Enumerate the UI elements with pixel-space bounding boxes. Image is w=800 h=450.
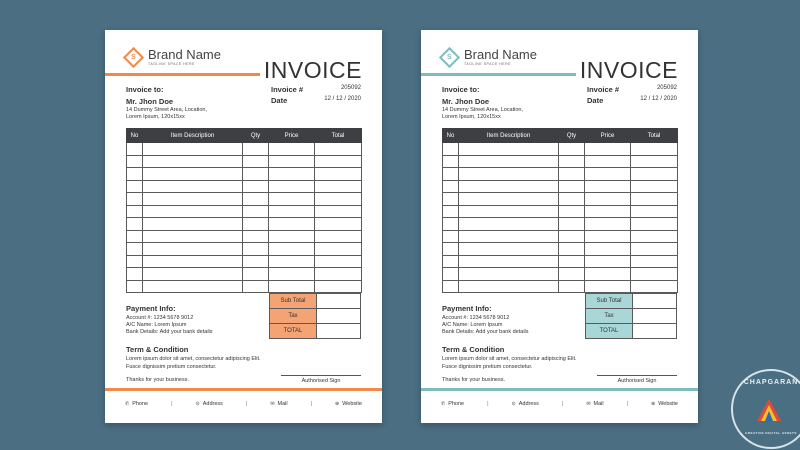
table-cell: [559, 268, 585, 281]
table-cell: [585, 168, 631, 181]
invoice-template-orange: [105, 30, 382, 423]
total-value: [317, 324, 361, 339]
col-header-description: Item Description: [459, 129, 559, 143]
table-cell: [559, 243, 585, 256]
table-cell: [631, 243, 678, 256]
table-cell: [631, 280, 678, 293]
table-cell: [443, 218, 459, 231]
table-cell: [459, 205, 559, 218]
table-cell: [143, 255, 243, 268]
table-row: [127, 168, 362, 181]
chapgaran-watermark-logo: [731, 369, 800, 449]
table-cell: [315, 255, 362, 268]
col-header-qty: Qty: [559, 129, 585, 143]
table-cell: [585, 205, 631, 218]
payment-title: Payment Info:: [442, 304, 492, 313]
table-cell: [127, 180, 143, 193]
mail-icon: ✉: [586, 401, 591, 407]
table-cell: [459, 255, 559, 268]
location-pin-icon: ⊙: [511, 401, 516, 407]
invoice-number-label: Invoice #: [271, 85, 304, 94]
table-cell: [315, 193, 362, 206]
table-cell: [559, 205, 585, 218]
table-cell: [315, 218, 362, 231]
footer-separator: |: [626, 401, 629, 407]
invoice-date: 12 / 12 / 2020: [640, 96, 677, 102]
table-cell: [315, 243, 362, 256]
col-header-no: No: [443, 129, 459, 143]
table-cell: [631, 230, 678, 243]
subtotal-value: [633, 294, 677, 309]
table-cell: [443, 155, 459, 168]
items-table: [442, 128, 678, 293]
footer-contacts: [441, 401, 678, 407]
header-accent-line: [105, 73, 260, 76]
table-cell: [459, 168, 559, 181]
footer-separator: |: [171, 401, 173, 407]
table-cell: [631, 218, 678, 231]
table-cell: [243, 155, 269, 168]
table-row: [443, 255, 678, 268]
mail-icon: ✉: [270, 401, 275, 407]
items-table: [126, 128, 362, 293]
footer-mail: Mail: [593, 401, 604, 407]
table-cell: [559, 280, 585, 293]
totals-table: [585, 293, 677, 339]
table-cell: [443, 255, 459, 268]
table-cell: [243, 280, 269, 293]
payment-info: [442, 304, 529, 336]
account-number: Account #: 1234 5678 9012: [126, 314, 194, 321]
table-cell: [585, 193, 631, 206]
logo-letter: S: [447, 53, 452, 61]
brand-block: [126, 48, 221, 67]
bill-to-block: [126, 85, 207, 121]
globe-icon: ⊕: [651, 401, 656, 407]
footer-mail: Mail: [277, 401, 288, 407]
thanks-text: Thanks for your business.: [126, 377, 189, 383]
table-cell: [143, 168, 243, 181]
table-cell: [443, 193, 459, 206]
terms-title: Term & Condition: [126, 345, 189, 354]
total-value: [633, 324, 677, 339]
table-row: [443, 193, 678, 206]
table-cell: [127, 143, 143, 156]
customer-name: Mr. Jhon Doe: [126, 97, 174, 107]
table-cell: [443, 280, 459, 293]
table-cell: [127, 168, 143, 181]
table-cell: [631, 168, 678, 181]
table-row: [127, 205, 362, 218]
table-cell: [127, 230, 143, 243]
table-cell: [143, 280, 243, 293]
table-cell: [559, 218, 585, 231]
table-cell: [459, 180, 559, 193]
tax-value: [317, 309, 361, 324]
table-cell: [127, 268, 143, 281]
authorised-sign: Authorised Sign: [597, 375, 677, 384]
table-cell: [243, 268, 269, 281]
table-cell: [269, 243, 315, 256]
invoice-meta: [587, 85, 677, 107]
table-cell: [459, 155, 559, 168]
brand-tagline: TAGLINE SPACE HERE: [148, 62, 195, 66]
date-label: Date: [587, 96, 604, 105]
table-row: [443, 268, 678, 281]
address-line-1: 14 Dummy Street Area, Location,: [126, 106, 208, 113]
table-row: [443, 180, 678, 193]
table-cell: [315, 268, 362, 281]
table-cell: [559, 155, 585, 168]
globe-icon: ⊕: [335, 401, 340, 407]
invoice-template-teal: [421, 30, 698, 423]
col-header-total: Total: [631, 129, 678, 143]
customer-name: Mr. Jhon Doe: [442, 97, 490, 107]
table-cell: [585, 180, 631, 193]
table-cell: [631, 255, 678, 268]
table-cell: [315, 205, 362, 218]
subtotal-label: Sub Total: [586, 294, 633, 309]
address-line-2: Lorem Ipsum, 120x15xx: [442, 113, 501, 120]
table-cell: [631, 143, 678, 156]
footer-website: Website: [342, 401, 362, 407]
terms-block: [126, 345, 266, 371]
phone-icon: ✆: [441, 401, 446, 407]
tax-label: Tax: [586, 309, 633, 324]
address-line-2: Lorem Ipsum, 120x15xx: [126, 113, 185, 120]
table-cell: [269, 280, 315, 293]
table-cell: [459, 193, 559, 206]
brand-name: Brand Name: [464, 47, 537, 62]
table-row: [127, 218, 362, 231]
table-row: [127, 255, 362, 268]
table-cell: [443, 143, 459, 156]
table-cell: [269, 230, 315, 243]
table-row: [127, 230, 362, 243]
location-pin-icon: ⊙: [195, 401, 200, 407]
thanks-text: Thanks for your business.: [442, 377, 505, 383]
invoice-to-label: Invoice to:: [442, 85, 480, 94]
watermark-bottom-text: CREATIVE DIGITAL ASSETS: [745, 431, 797, 435]
table-row: [127, 155, 362, 168]
phone-icon: ✆: [125, 401, 130, 407]
table-cell: [559, 230, 585, 243]
table-cell: [315, 230, 362, 243]
table-cell: [269, 255, 315, 268]
table-cell: [127, 243, 143, 256]
table-cell: [269, 155, 315, 168]
account-number: Account #: 1234 5678 9012: [442, 314, 510, 321]
table-cell: [443, 168, 459, 181]
table-row: [443, 243, 678, 256]
footer-separator: |: [310, 401, 313, 407]
terms-title: Term & Condition: [442, 345, 505, 354]
table-row: [127, 180, 362, 193]
table-cell: [443, 268, 459, 281]
table-row: [127, 268, 362, 281]
invoice-date: 12 / 12 / 2020: [324, 96, 361, 102]
totals-table: [269, 293, 361, 339]
date-label: Date: [271, 96, 288, 105]
table-row: [443, 230, 678, 243]
table-cell: [243, 218, 269, 231]
footer-separator: |: [245, 401, 248, 407]
col-header-description: Item Description: [143, 129, 243, 143]
table-cell: [315, 180, 362, 193]
table-cell: [315, 280, 362, 293]
footer-phone: Phone: [132, 401, 149, 407]
table-cell: [459, 230, 559, 243]
col-header-no: No: [127, 129, 143, 143]
table-cell: [443, 180, 459, 193]
footer-website: Website: [658, 401, 678, 407]
table-cell: [269, 180, 315, 193]
total-label: TOTAL: [270, 324, 317, 339]
table-cell: [559, 143, 585, 156]
account-name: A/C Name: Lorem Ipsum: [442, 321, 503, 328]
tax-label: Tax: [270, 309, 317, 324]
payment-info: [126, 304, 213, 336]
footer-accent-line: [421, 388, 698, 391]
col-header-price: Price: [585, 129, 631, 143]
table-cell: [143, 180, 243, 193]
table-cell: [143, 143, 243, 156]
table-cell: [143, 205, 243, 218]
subtotal-value: [317, 294, 361, 309]
account-name: A/C Name: Lorem Ipsum: [126, 321, 187, 328]
total-label: TOTAL: [586, 324, 633, 339]
table-cell: [143, 268, 243, 281]
table-cell: [585, 243, 631, 256]
table-cell: [243, 180, 269, 193]
table-cell: [315, 155, 362, 168]
table-cell: [243, 205, 269, 218]
table-row: [127, 143, 362, 156]
table-cell: [243, 255, 269, 268]
table-cell: [143, 218, 243, 231]
table-cell: [631, 193, 678, 206]
table-cell: [127, 218, 143, 231]
table-cell: [243, 143, 269, 156]
invoice-number: 205092: [340, 85, 361, 91]
watermark-top-text: CHAPGARAN: [743, 379, 799, 386]
terms-text: Lorem ipsum dolor sit amet, consectetur adipiscing Elit. Fusce dignissim pretium consectetur.: [442, 356, 577, 370]
table-row: [127, 193, 362, 206]
table-cell: [585, 255, 631, 268]
table-cell: [315, 168, 362, 181]
table-row: [443, 143, 678, 156]
table-row: [443, 218, 678, 231]
table-cell: [443, 230, 459, 243]
brand-block: [442, 48, 537, 67]
table-cell: [127, 205, 143, 218]
table-cell: [459, 280, 559, 293]
items-table-body: [127, 143, 362, 293]
table-cell: [585, 155, 631, 168]
invoice-title: INVOICE: [263, 57, 362, 83]
table-cell: [269, 205, 315, 218]
col-header-price: Price: [269, 129, 315, 143]
table-cell: [269, 143, 315, 156]
table-cell: [443, 243, 459, 256]
table-cell: [585, 218, 631, 231]
footer-contacts: [125, 401, 362, 407]
table-cell: [585, 143, 631, 156]
table-cell: [269, 218, 315, 231]
bank-details: Bank Details: Add your bank details: [442, 329, 529, 336]
table-cell: [585, 230, 631, 243]
invoice-to-label: Invoice to:: [126, 85, 164, 94]
table-row: [443, 155, 678, 168]
address-line-1: 14 Dummy Street Area, Location,: [442, 106, 524, 113]
table-cell: [459, 268, 559, 281]
table-cell: [269, 193, 315, 206]
col-header-total: Total: [315, 129, 362, 143]
table-row: [443, 168, 678, 181]
triangle-logo-icon: [757, 399, 781, 421]
table-cell: [559, 168, 585, 181]
brand-tagline: TAGLINE SPACE HERE: [464, 62, 511, 66]
table-cell: [559, 193, 585, 206]
table-cell: [559, 180, 585, 193]
table-cell: [243, 230, 269, 243]
brand-name: Brand Name: [148, 47, 221, 62]
table-cell: [459, 143, 559, 156]
brand-logo-icon: [439, 47, 460, 68]
table-row: [127, 280, 362, 293]
table-row: [127, 243, 362, 256]
footer-accent-line: [105, 388, 382, 391]
table-cell: [269, 268, 315, 281]
items-table-body: [443, 143, 678, 293]
table-cell: [269, 168, 315, 181]
table-cell: [127, 280, 143, 293]
table-cell: [631, 155, 678, 168]
col-header-qty: Qty: [243, 129, 269, 143]
table-cell: [631, 268, 678, 281]
table-cell: [243, 168, 269, 181]
table-cell: [443, 205, 459, 218]
header-accent-line: [421, 73, 576, 76]
table-cell: [559, 255, 585, 268]
table-cell: [143, 155, 243, 168]
table-cell: [127, 155, 143, 168]
table-cell: [585, 280, 631, 293]
table-cell: [631, 180, 678, 193]
invoice-title: INVOICE: [579, 57, 678, 83]
table-cell: [315, 143, 362, 156]
table-cell: [243, 243, 269, 256]
footer-separator: |: [487, 401, 489, 407]
invoice-number: 205092: [656, 85, 677, 91]
table-cell: [143, 193, 243, 206]
brand-logo-icon: [123, 47, 144, 68]
logo-letter: S: [131, 53, 136, 61]
table-cell: [143, 230, 243, 243]
table-cell: [143, 243, 243, 256]
table-cell: [459, 218, 559, 231]
terms-text: Lorem ipsum dolor sit amet, consectetur adipiscing Elit. Fusce dignissim pretium consectetur.: [126, 356, 261, 370]
terms-block: [442, 345, 582, 371]
tax-value: [633, 309, 677, 324]
table-row: [443, 205, 678, 218]
footer-separator: |: [561, 401, 564, 407]
table-cell: [127, 255, 143, 268]
footer-address: Address: [518, 401, 539, 407]
bank-details: Bank Details: Add your bank details: [126, 329, 213, 336]
table-cell: [631, 205, 678, 218]
payment-title: Payment Info:: [126, 304, 176, 313]
table-cell: [243, 193, 269, 206]
bill-to-block: [442, 85, 523, 121]
invoice-meta: [271, 85, 361, 107]
footer-phone: Phone: [448, 401, 465, 407]
subtotal-label: Sub Total: [270, 294, 317, 309]
table-cell: [459, 243, 559, 256]
authorised-sign: Authorised Sign: [281, 375, 361, 384]
invoice-number-label: Invoice #: [587, 85, 620, 94]
footer-address: Address: [202, 401, 223, 407]
table-cell: [585, 268, 631, 281]
table-cell: [127, 193, 143, 206]
table-row: [443, 280, 678, 293]
